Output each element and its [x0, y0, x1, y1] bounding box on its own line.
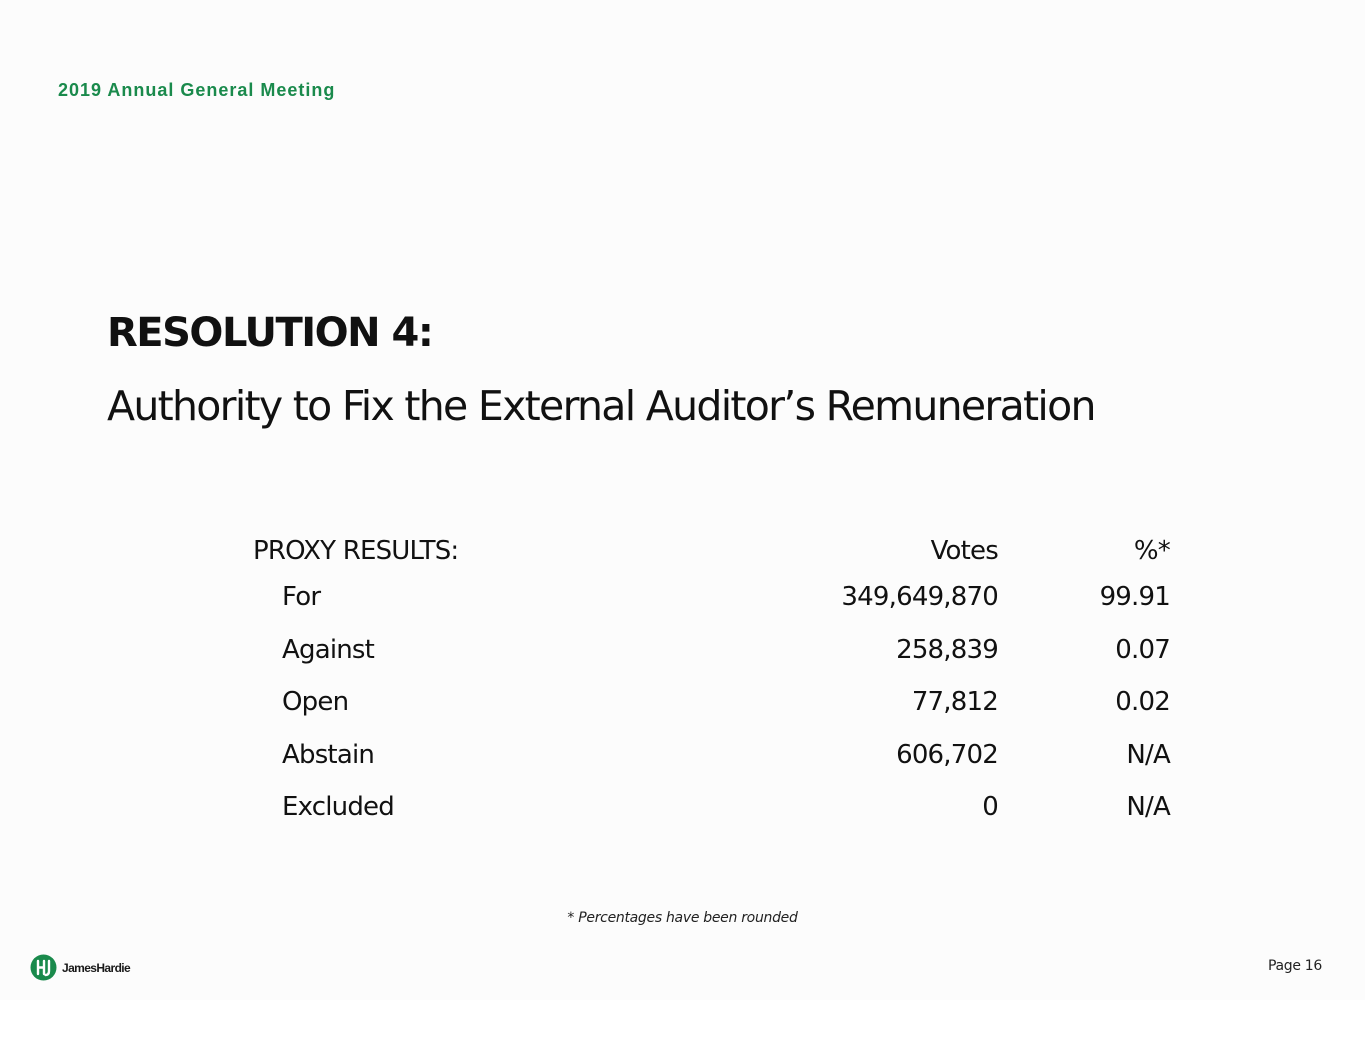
- event-title: 2019 Annual General Meeting: [58, 80, 336, 100]
- row-label-excluded: Excluded: [282, 792, 394, 822]
- percent-column-header: %*: [1133, 536, 1170, 566]
- proxy-results-heading: PROXY RESULTS:: [253, 536, 459, 566]
- row-percent-abstain: N/A: [1126, 740, 1170, 770]
- resolution-number: RESOLUTION 4:: [107, 310, 433, 356]
- row-votes-abstain: 606,702: [896, 740, 998, 770]
- row-label-abstain: Abstain: [282, 740, 375, 770]
- page-number: Page 16: [1267, 958, 1322, 974]
- logo-text: JamesHardie: [62, 960, 131, 975]
- row-votes-excluded: 0: [982, 792, 998, 822]
- votes-column-header: Votes: [930, 536, 998, 566]
- row-percent-for: 99.91: [1099, 582, 1170, 612]
- row-percent-open: 0.02: [1115, 687, 1170, 717]
- row-percent-against: 0.07: [1115, 635, 1170, 665]
- company-logo: [30, 954, 130, 981]
- resolution-title: Authority to Fix the External Auditor’s Remuneration: [107, 382, 1095, 430]
- row-label-for: For: [282, 582, 321, 612]
- row-percent-excluded: N/A: [1126, 792, 1170, 822]
- row-votes-open: 77,812: [911, 687, 998, 717]
- row-label-open: Open: [282, 687, 349, 717]
- row-label-against: Against: [282, 635, 375, 665]
- bottom-band: [0, 1000, 1365, 1055]
- row-votes-for: 349,649,870: [841, 582, 998, 612]
- row-votes-against: 258,839: [896, 635, 998, 665]
- logo-emblem-icon: [30, 954, 57, 981]
- footnote: * Percentages have been rounded: [567, 910, 798, 926]
